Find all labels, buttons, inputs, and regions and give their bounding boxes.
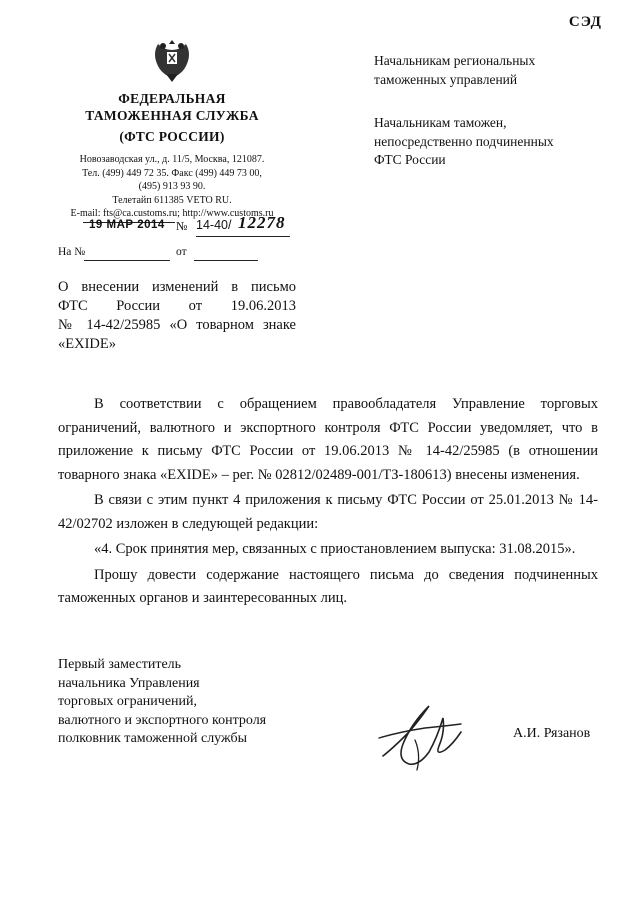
recipient-block-2 [374, 114, 554, 170]
address-phone-line: Тел. (499) 449 72 35. Факс (499) 449 73 00, [82, 167, 262, 179]
signer-name: А.И. Рязанов [513, 726, 591, 741]
body-paragraph: В связи с этим пункт 4 приложения к письму ФТС России от 25.01.2013 № 14-42/02702 изложен в следующей редакции: [58, 492, 598, 532]
russian-coat-of-arms-icon [148, 34, 196, 86]
registration-number-handwritten: 12278 [238, 213, 286, 232]
recipient-line: таможенных управлений [374, 71, 518, 87]
handwritten-signature [375, 694, 465, 778]
address-line: Новозаводская ул., д. 11/5, Москва, 121087. [79, 154, 265, 165]
org-name-line1: ФЕДЕРАЛЬНАЯ [118, 91, 226, 106]
signer-title-line: валютного и экспортного контроля [58, 712, 267, 728]
subject-line: ФТС России от 19.06.2013 [58, 298, 296, 314]
signer-title-line: начальника Управления [58, 675, 200, 691]
org-name-line2: ТАМОЖЕННАЯ СЛУЖБА [85, 108, 259, 123]
signer-title-line: торговых ограничений, [58, 694, 198, 709]
reference-date-blank [194, 260, 258, 261]
address-phone-line: (495) 913 93 90. [138, 181, 206, 192]
reference-number-label: На № [58, 246, 86, 258]
body-paragraph: Прошу довести содержание настоящего письма до сведения подчиненных таможенных органов и заинтересованных лиц. [58, 566, 598, 606]
registration-number-prefix: 14-40/ [196, 218, 232, 232]
body-paragraph: «4. Срок принятия мер, связанных с приостановлением выпуска: 31.08.2015». [94, 541, 576, 557]
address-email-line: E-mail: fts@ca.customs.ru; http://www.customs.ru [70, 208, 274, 219]
recipient-line: Начальникам таможен, [374, 115, 507, 130]
address-teletype-line: Телетайп 611385 VETO RU. [112, 194, 232, 206]
recipient-line: Начальникам региональных [374, 53, 536, 68]
recipient-line: ФТС России [374, 152, 446, 167]
org-address-block [56, 153, 288, 221]
registration-date-stamp: 19 МАР 2014 [89, 219, 165, 231]
document-marker: СЭД [568, 14, 602, 30]
letter-body [58, 393, 598, 611]
reference-date-label: от [176, 246, 187, 258]
letter-subject [58, 278, 296, 354]
recipient-line: непосредственно подчиненных [374, 133, 554, 149]
org-abbreviation: (ФТС РОССИИ) [119, 129, 225, 144]
body-paragraph: В соответствии с обращением правообладателя Управление торговых ограничений, валютного и экспортного контроля ФТС России уведомляет, что в приложение к письму ФТС России от 19.06.2013 № 14-42/25985 (в отношении товарного знака «EXIDE» – рег. № 02812/02489-001/ТЗ-180613) внесены изменения. [58, 396, 598, 483]
subject-line: «EXIDE» [58, 336, 116, 352]
number-field-underline [196, 236, 290, 237]
recipient-block-1 [374, 52, 535, 89]
subject-line: № 14-42/25985 «О товарном знаке [58, 317, 296, 333]
signer-title-block [58, 656, 266, 749]
registration-number-label: № [176, 219, 188, 233]
subject-line: О внесении изменений в письмо [58, 279, 296, 295]
reference-number-blank [84, 260, 170, 261]
signer-title-line: полковник таможенной службы [58, 731, 248, 746]
signer-title-line: Первый заместитель [58, 657, 182, 672]
